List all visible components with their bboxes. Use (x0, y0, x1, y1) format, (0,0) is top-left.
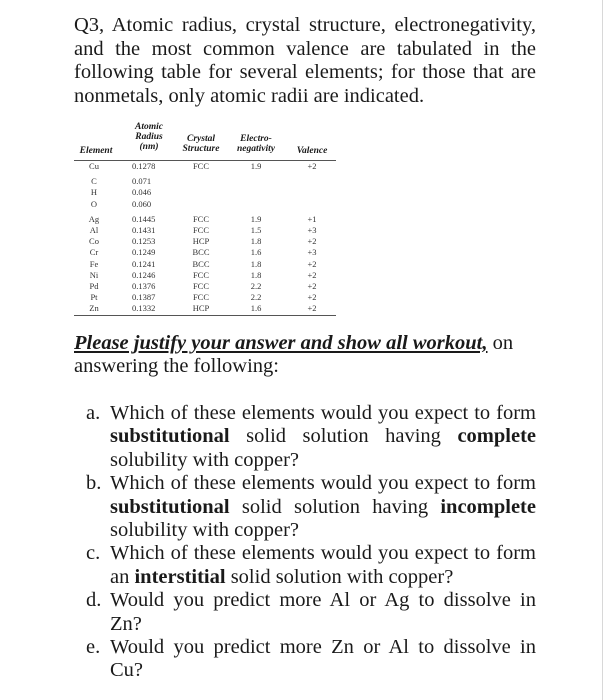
cell-electronegativity: 2.2 (250, 292, 262, 303)
cell-radius: 0.1387 (132, 292, 156, 303)
table-row (74, 303, 336, 314)
cell-structure: HCP (192, 236, 210, 247)
cell-structure: FCC (192, 224, 210, 235)
table-header (74, 122, 336, 161)
cell-element: Ni (89, 269, 99, 280)
cell-structure: FCC (192, 213, 210, 224)
page-edge-divider (602, 0, 603, 700)
table-row (74, 187, 336, 198)
cell-radius: 0.1246 (132, 269, 156, 280)
cell-radius: 0.1376 (132, 280, 156, 291)
question-key-term: substitutional (110, 495, 230, 518)
cell-electronegativity: 1.9 (250, 161, 262, 171)
header-element: Element (79, 146, 113, 156)
cell-radius: 0.1249 (132, 247, 156, 258)
cell-electronegativity: 1.9 (250, 213, 262, 224)
cell-radius: 0.1278 (132, 161, 156, 171)
cell-element: Fe (89, 258, 99, 269)
cell-structure: HCP (192, 303, 210, 314)
header-valence: Valence (296, 146, 328, 156)
cell-radius: 0.1241 (132, 258, 156, 269)
question-label: c. (86, 542, 101, 565)
cell-structure: FCC (192, 161, 210, 171)
instruction-text (74, 332, 536, 378)
question-intro: Q3, Atomic radius, crystal structure, electronegativity, and the most common valence are tabulated in the following table for several elements; for those that are nonmetals, only atomic radii are indicated. (74, 14, 536, 107)
instruction-emphasis: Please justify your answer and show all workout, (74, 332, 488, 354)
cell-radius: 0.060 (132, 198, 152, 209)
instruction-rest: on answering the following: (74, 332, 514, 377)
cell-valence: +2 (307, 236, 317, 247)
cell-radius: 0.1431 (132, 224, 156, 235)
cell-structure: BCC (192, 258, 210, 269)
question-text: solubility with copper? (110, 448, 300, 471)
question-label: b. (86, 472, 102, 495)
table-row (74, 214, 336, 225)
cell-element: Pt (90, 292, 98, 303)
question-text: solid solution having (229, 495, 441, 518)
cell-electronegativity: 1.8 (250, 236, 262, 247)
header-structure-line2: Structure (182, 144, 220, 154)
cell-structure: BCC (192, 247, 210, 258)
cell-electronegativity: 1.6 (250, 303, 262, 314)
question-text: solubility with copper? (110, 519, 300, 542)
cell-element: Ag (88, 213, 100, 224)
question-text: Which of these elements would you expect to form (110, 402, 536, 424)
question-text: Would you predict more Al or Ag to dissolve in Zn? (110, 589, 536, 635)
cell-valence: +2 (307, 292, 317, 303)
cell-electronegativity: 1.5 (250, 224, 262, 235)
cell-element: C (91, 176, 97, 187)
question-label: a. (86, 402, 101, 424)
header-radius-line3: (nm) (139, 142, 159, 152)
header-radius (126, 122, 172, 152)
question-text: Which of these elements would you expect to form an (110, 542, 536, 588)
header-en-line1: Electro- (240, 134, 272, 144)
cell-element: H (90, 187, 98, 198)
table-row (74, 259, 336, 270)
question-key-term: interstitial (134, 565, 226, 588)
cell-valence: +3 (307, 247, 317, 258)
table-row (74, 281, 336, 292)
cell-radius: 0.046 (132, 187, 152, 198)
cell-element: Pd (89, 280, 99, 291)
cell-valence: +2 (307, 258, 317, 269)
question-text: Which of these elements would you expect to form (110, 472, 536, 495)
table-row (74, 270, 336, 281)
question-key-term: complete (457, 425, 536, 448)
cell-electronegativity: 2.2 (250, 280, 262, 291)
header-structure-line1: Crystal (187, 134, 215, 144)
cell-element: Al (89, 224, 99, 235)
header-en-line2: negativity (237, 144, 275, 154)
table-row (74, 176, 336, 187)
table-row (74, 225, 336, 236)
cell-radius: 0.071 (132, 176, 152, 187)
question-text: Would you predict more Zn or Al to dissolve in Cu? (110, 636, 536, 682)
table-row (74, 292, 336, 303)
table-row (74, 236, 336, 247)
question-label: d. (86, 589, 102, 612)
header-radius-line2: Radius (135, 132, 163, 142)
cell-valence: +2 (307, 303, 317, 314)
cell-radius: 0.1332 (132, 303, 156, 314)
cell-valence: +2 (307, 161, 317, 171)
table-row (74, 161, 336, 172)
question-key-term: substitutional (110, 425, 230, 448)
cell-valence: +2 (307, 280, 317, 291)
cell-radius: 0.1253 (132, 236, 156, 247)
question-list (86, 402, 536, 683)
cell-radius: 0.1445 (132, 213, 156, 224)
cell-electronegativity: 1.6 (250, 247, 262, 258)
cell-element: Cr (89, 247, 99, 258)
cell-element: Cu (89, 161, 99, 171)
cell-valence: +3 (307, 224, 317, 235)
cell-electronegativity: 1.8 (250, 269, 262, 280)
question-item (86, 589, 536, 636)
question-text: solid solution having (229, 425, 458, 448)
header-radius-line1: Atomic (135, 122, 163, 132)
cell-valence: +2 (307, 269, 317, 280)
cell-element: Co (89, 236, 99, 247)
element-properties-table (74, 122, 336, 316)
cell-electronegativity: 1.8 (250, 258, 262, 269)
cell-element: Zn (89, 303, 99, 314)
question-key-term: incomplete (440, 495, 536, 518)
cell-element: O (90, 198, 98, 209)
question-item (86, 542, 536, 589)
question-item (86, 636, 536, 683)
table-row (74, 199, 336, 210)
cell-valence: +1 (307, 213, 317, 224)
table-row (74, 247, 336, 258)
cell-structure: FCC (192, 292, 210, 303)
table-body (74, 161, 336, 316)
question-label: e. (86, 636, 101, 659)
question-text: solid solution with copper? (225, 565, 454, 588)
question-item (86, 402, 536, 472)
cell-structure: FCC (192, 269, 210, 280)
question-item (86, 472, 536, 542)
header-structure (177, 134, 225, 154)
cell-structure: FCC (192, 280, 210, 291)
header-electronegativity (229, 134, 283, 154)
